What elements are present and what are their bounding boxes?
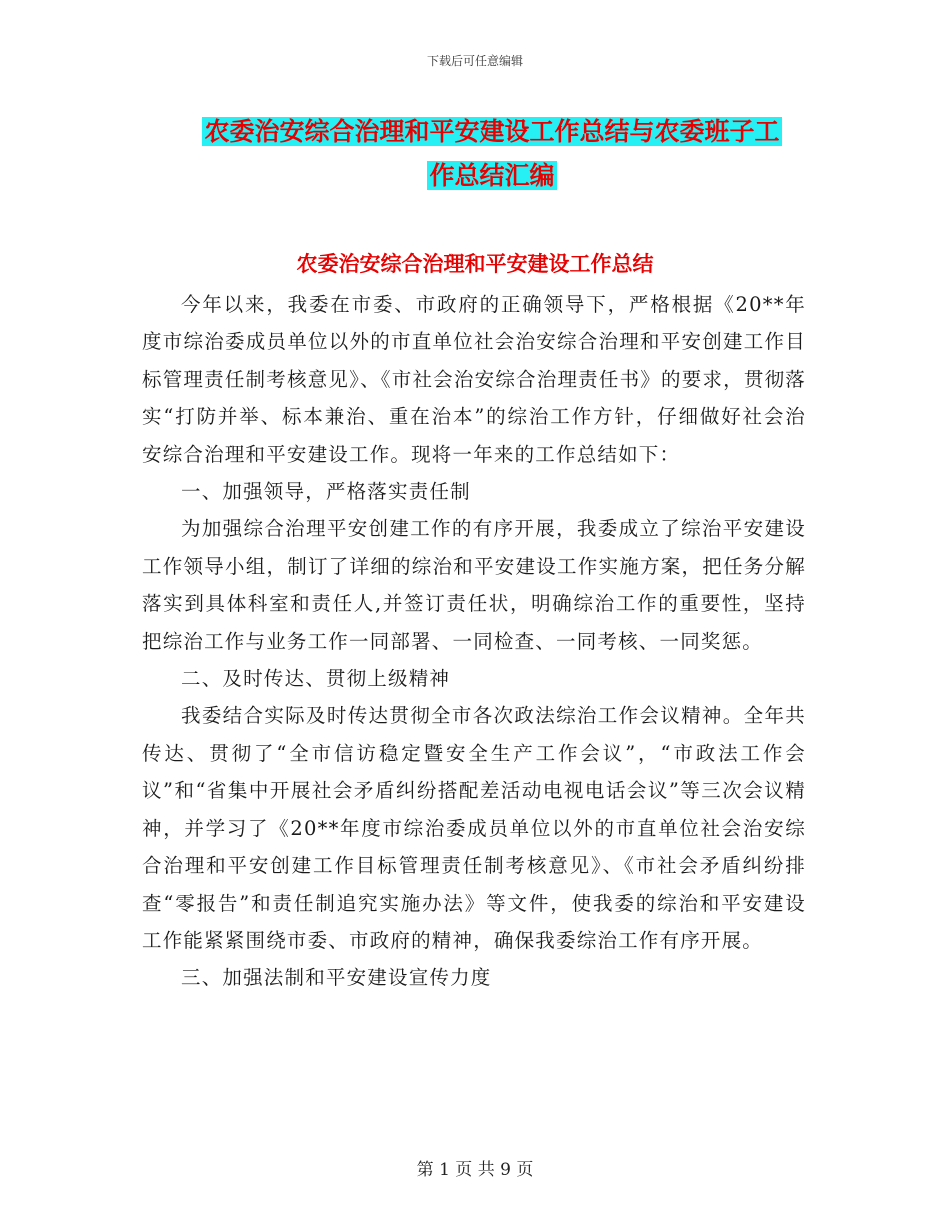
heading-3: 三、加强法制和平安建设宣传力度 bbox=[181, 966, 492, 990]
document-body bbox=[142, 286, 806, 997]
section-title: 农委治安综合治理和平安建设工作总结 bbox=[296, 252, 654, 276]
paragraph-intro: 今年以来，我委在市委、市政府的正确领导下，严格根据《20**年度市综治委成员单位以外的市直单位社会治安综合治理和平安创建工作目标管理责任制考核意见》、《市社会治安综合治理责任书》的要求，贯彻落实“打防并举、标本兼治、重在治本”的综治工作方针，仔细做好社会治安综合治理和平安建设工作。现将一年来的工作总结如下： bbox=[142, 293, 806, 466]
page-header-note: 下载后可任意编辑 bbox=[426, 54, 523, 68]
paragraph-1: 为加强综合治理平安创建工作的有序开展，我委成立了综治平安建设工作领导小组，制订了详细的综治和平安建设工作实施方案，把任务分解落实到具体科室和责任人,并签订责任状，明确综治工作的重要性，坚持把综治工作与业务工作一同部署、一同检查、一同考核、一同奖惩。 bbox=[142, 517, 806, 653]
page-number: 第 1 页 共 9 页 bbox=[416, 1160, 534, 1180]
document-title-line2: 作总结汇编 bbox=[429, 161, 555, 190]
document-title bbox=[142, 110, 842, 198]
heading-1: 一、加强领导，严格落实责任制 bbox=[181, 480, 471, 504]
document-title-line1: 农委治安综合治理和平安建设工作总结与农委班子工 bbox=[204, 117, 780, 146]
heading-2: 二、及时传达、贯彻上级精神 bbox=[181, 667, 451, 691]
paragraph-2: 我委结合实际及时传达贯彻全市各次政法综治工作会议精神。全年共传达、贯彻了“全市信访稳定暨安全生产工作会议”，“市政法工作会议”和“省集中开展社会矛盾纠纷搭配差活动电视电话会议”等三次会议精神，并学习了《20**年度市综治委成员单位以外的市直单位社会治安综合治理和平安创建工作目标管理责任制考核意见》、《市社会矛盾纠纷排查“零报告”和责任制追究实施办法》等文件，使我委的综治和平安建设工作能紧紧围绕市委、市政府的精神，确保我委综治工作有序开展。 bbox=[142, 704, 806, 952]
